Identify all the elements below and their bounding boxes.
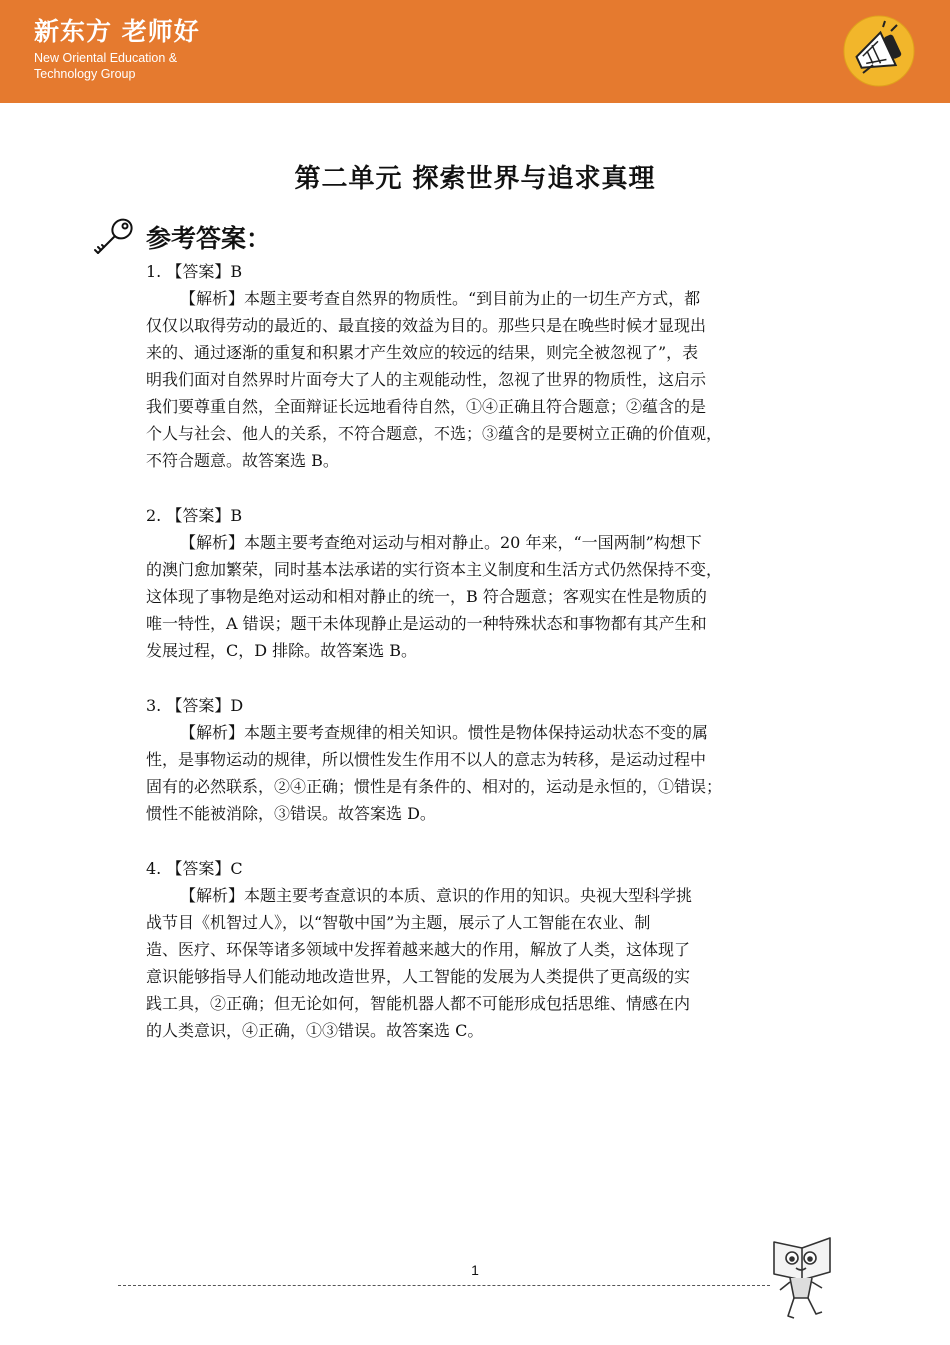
- megaphone-logo-icon: [843, 15, 915, 87]
- analysis-line: 【解析】本题主要考查意识的本质、意识的作用的知识。央视大型科学挑: [180, 886, 693, 905]
- answers-heading: 参考答案：: [146, 224, 272, 253]
- key-icon: [92, 215, 136, 259]
- answer-line-3: 3. 【答案】D: [146, 696, 244, 715]
- header-bar: [0, 0, 950, 103]
- analysis-line: 固有的必然联系，②④正确；惯性是有条件的、相对的，运动是永恒的，①错误；: [146, 777, 723, 796]
- analysis-line: 【解析】本题主要考查自然界的物质性。“到目前为止的一切生产方式，都: [180, 289, 701, 308]
- analysis-line: 的澳门愈加繁荣，同时基本法承诺的实行资本主义制度和生活方式仍然保持不变，: [146, 560, 723, 579]
- answer-line-1: 1. 【答案】B: [146, 262, 243, 281]
- analysis-line: 唯一特性，A 错误；题干未体现静止是运动的一种特殊状态和事物都有其产生和: [146, 614, 707, 633]
- brand-name-en: [34, 50, 177, 82]
- analysis-line: 造、医疗、环保等诸多领域中发挥着越来越大的作用，解放了人类，这体现了: [146, 940, 691, 959]
- reading-mascot-icon: [768, 1232, 838, 1322]
- analysis-line: 个人与社会、他人的关系，不符合题意，不选；③蕴含的是要树立正确的价值观，: [146, 424, 723, 443]
- answer-line-2: 2. 【答案】B: [146, 506, 243, 525]
- analysis-line: 发展过程，C，D 排除。故答案选 B。: [146, 641, 418, 660]
- analysis-line: 惯性不能被消除，③错误。故答案选 D。: [146, 804, 436, 823]
- analysis-3: [146, 719, 816, 827]
- analysis-line: 不符合题意。故答案选 B。: [146, 451, 339, 470]
- footer-divider: [118, 1285, 770, 1286]
- page-title: 第二单元 探索世界与追求真理: [294, 164, 656, 194]
- brand-name-en-line2: Technology Group: [34, 67, 136, 81]
- analysis-line: 践工具，②正确；但无论如何，智能机器人都不可能形成包括思维、情感在内: [146, 994, 691, 1013]
- analysis-line: 意识能够指导人们能动地改造世界，人工智能的发展为人类提供了更高级的实: [146, 967, 691, 986]
- analysis-line: 【解析】本题主要考查规律的相关知识。惯性是物体保持运动状态不变的属: [180, 723, 709, 742]
- analysis-line: 来的、通过逐渐的重复和积累才产生效应的较远的结果，则完全被忽视了”，表: [146, 343, 699, 362]
- analysis-4: [146, 882, 816, 1044]
- brand-name-en-line1: New Oriental Education &: [34, 51, 178, 65]
- brand-name-cn: 新东方 老师好: [34, 17, 200, 46]
- analysis-line: 这体现了事物是绝对运动和相对静止的统一，B 符合题意；客观实在性是物质的: [146, 587, 707, 606]
- analysis-line: 战节目《机智过人》，以“智敬中国”为主题，展示了人工智能在农业、制: [146, 913, 651, 932]
- page-number: 1: [471, 1262, 479, 1278]
- analysis-line: 的人类意识，④正确，①③错误。故答案选 C。: [146, 1021, 484, 1040]
- analysis-line: 仅仅以取得劳动的最近的、最直接的效益为目的。那些只是在晚些时候才显现出: [146, 316, 707, 335]
- analysis-line: 【解析】本题主要考查绝对运动与相对静止。20 年来，“一国两制”构想下: [180, 533, 702, 552]
- analysis-line: 明我们面对自然界时片面夸大了人的主观能动性，忽视了世界的物质性，这启示: [146, 370, 707, 389]
- analysis-2: [146, 529, 816, 664]
- answer-line-4: 4. 【答案】C: [146, 859, 243, 878]
- analysis-1: [146, 285, 816, 474]
- analysis-line: 我们要尊重自然，全面辩证长远地看待自然，①④正确且符合题意；②蕴含的是: [146, 397, 707, 416]
- analysis-line: 性，是事物运动的规律，所以惯性发生作用不以人的意志为转移，是运动过程中: [146, 750, 707, 769]
